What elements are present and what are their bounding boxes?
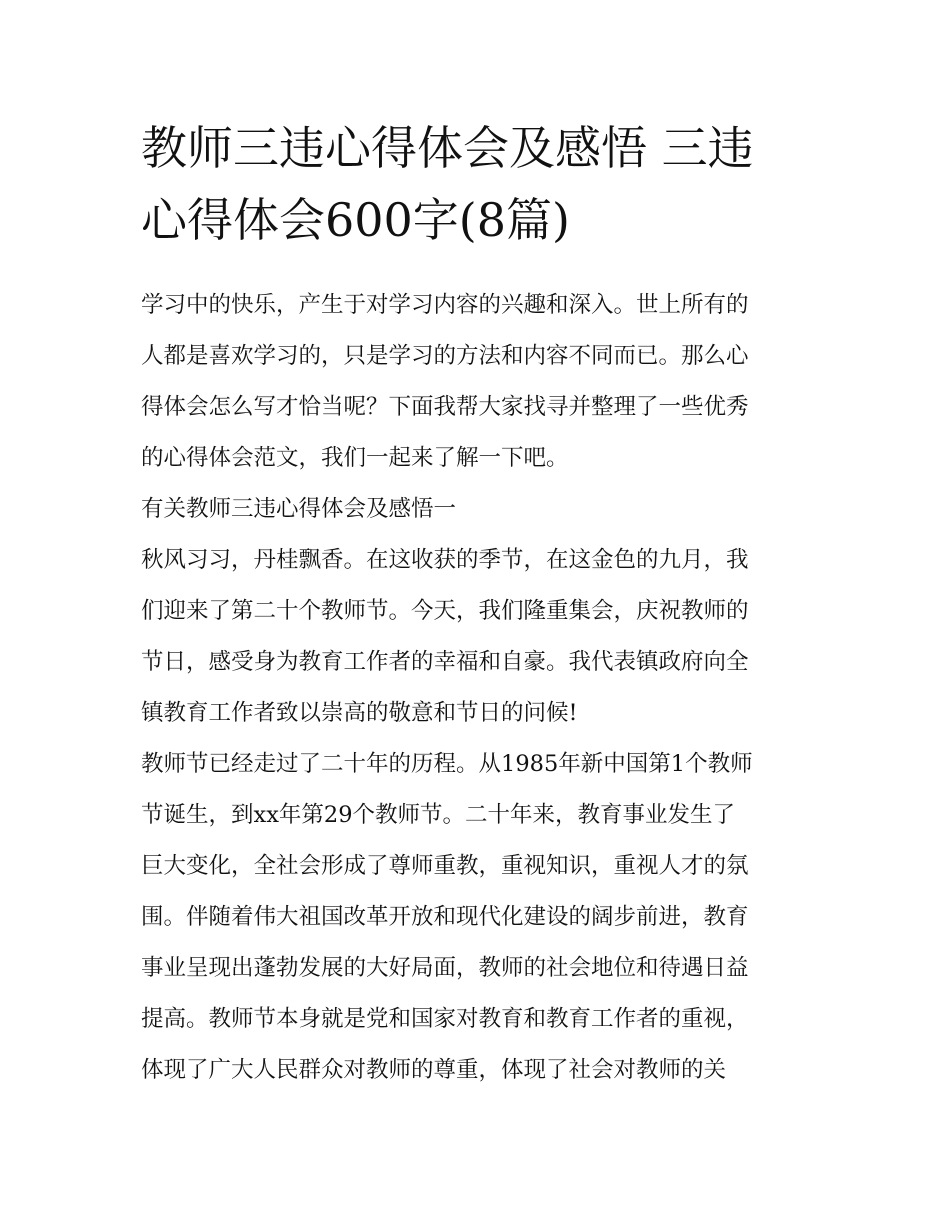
text-line: 教师节已经走过了二十年的历程。从1985年新中国第1个教师 [141,751,753,777]
document-page [141,112,813,1096]
text-line: 得体会怎么写才恰当呢？下面我帮大家找寻并整理了一些优秀 [141,394,749,420]
section-heading [141,484,813,535]
body-paragraph-1 [141,535,813,739]
intro-paragraph [141,280,813,484]
text-line: 节日，感受身为教育工作者的幸福和自豪。我代表镇政府向全 [141,649,749,675]
text-line: 事业呈现出蓬勃发展的大好局面，教师的社会地位和待遇日益 [141,955,749,981]
section-heading-text: 有关教师三违心得体会及感悟一 [141,496,457,522]
text-line: 体现了广大人民群众对教师的尊重，体现了社会对教师的关 [141,1057,727,1083]
title-line: 教师三违心得体会及感悟 三违 [141,121,754,175]
text-line: 秋风习习，丹桂飘香。在这收获的季节，在这金色的九月，我 [141,547,749,573]
text-line: 们迎来了第二十个教师节。今天，我们隆重集会，庆祝教师的 [141,598,749,624]
document-title [141,112,813,256]
text-line: 的心得体会范文，我们一起来了解一下吧。 [141,445,569,471]
text-line: 巨大变化，全社会形成了尊师重教，重视知识，重视人才的氛 [141,853,749,879]
text-line: 节诞生，到xx年第29个教师节。二十年来，教育事业发生了 [141,802,736,828]
body-paragraph-2 [141,739,813,1096]
text-line: 学习中的快乐，产生于对学习内容的兴趣和深入。世上所有的 [141,292,749,318]
text-line: 提高。教师节本身就是党和国家对教育和教育工作者的重视， [141,1006,749,1032]
text-line: 镇教育工作者致以崇高的敬意和节日的问候! [141,700,578,726]
text-line: 围。伴随着伟大祖国改革开放和现代化建设的阔步前进，教育 [141,904,749,930]
title-line: 心得体会600字(8篇) [141,193,570,247]
text-line: 人都是喜欢学习的，只是学习的方法和内容不同而已。那么心 [141,343,749,369]
